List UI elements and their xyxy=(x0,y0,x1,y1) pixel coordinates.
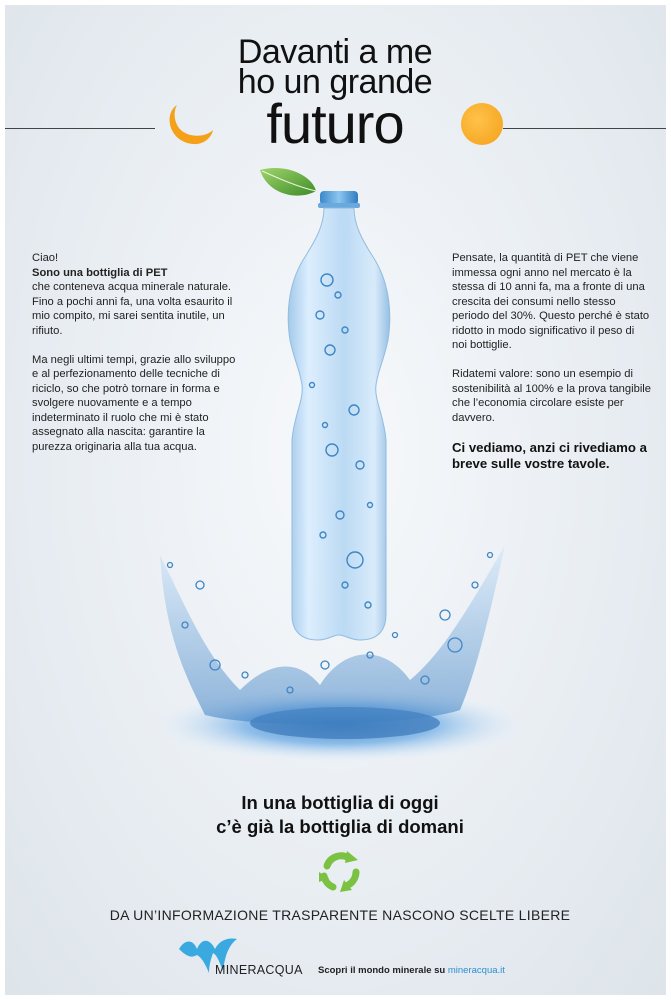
left-paragraph-1 xyxy=(32,251,242,338)
greeting: Ciao! xyxy=(32,252,59,264)
divider-left xyxy=(5,128,155,129)
right-text-block xyxy=(452,251,652,472)
tagline-line-1: In una bottiglia di oggi xyxy=(241,792,439,813)
poster xyxy=(5,5,666,995)
promo-label: Scopri il mondo minerale su xyxy=(318,965,446,976)
left-text-block xyxy=(32,251,242,469)
right-paragraph-2: Ridatemi valore: sono un esempio di sostenibilità al 100% e la prova tangibile che l’economia circolare esiste per davvero. xyxy=(452,368,652,424)
intro-bold: Sono una bottiglia di PET xyxy=(32,266,168,279)
recycle-icon xyxy=(316,848,364,896)
left-paragraph-2: Ma negli ultimi tempi, grazie allo sviluppo e al perfezionamento delle tecniche di riciclo, so che potrò tornare in forma e svolgere nuovamente e a tempo indeterminato il ruolo che mi è stato assegnato alla nascita: garantire la purezza originaria alla tua acqua. xyxy=(32,353,236,453)
tagline-line-2: c’è già la bottiglia di domani xyxy=(216,816,464,837)
divider-right xyxy=(503,128,666,129)
headline-line-1: Davanti a me xyxy=(237,33,433,71)
right-paragraph-1: Pensate, la quantità di PET che viene immessa ogni anno nel mercato è la stessa di 10 anni fa, ma a fronte di una crescita dei consumi nello stesso periodo del 30%. Questo perché è stato ridotto in modo significativo il peso di noi bottiglie. xyxy=(452,252,650,351)
promo-text xyxy=(318,965,505,976)
leaf-icon xyxy=(260,168,316,196)
headline-line-3: futuro xyxy=(266,92,404,155)
brand-name: MINERACQUA xyxy=(215,963,303,977)
claim: DA UN’INFORMAZIONE TRASPARENTE NASCONO SCELTE LIBERE xyxy=(109,907,571,923)
left-paragraph-1-rest: che conteneva acqua minerale naturale. Fino a pochi anni fa, una volta esaurito il mio compito, mi sarei sentita inutile, un rifiuto. xyxy=(32,281,233,337)
tagline xyxy=(125,791,555,839)
headline-line-2: ho un grande xyxy=(237,63,433,101)
water-splash-illustration xyxy=(145,525,525,765)
website-link[interactable]: mineracqua.it xyxy=(447,965,505,976)
right-outro: Ci vediamo, anzi ci rivediamo a breve sulle vostre tavole. xyxy=(452,439,647,471)
